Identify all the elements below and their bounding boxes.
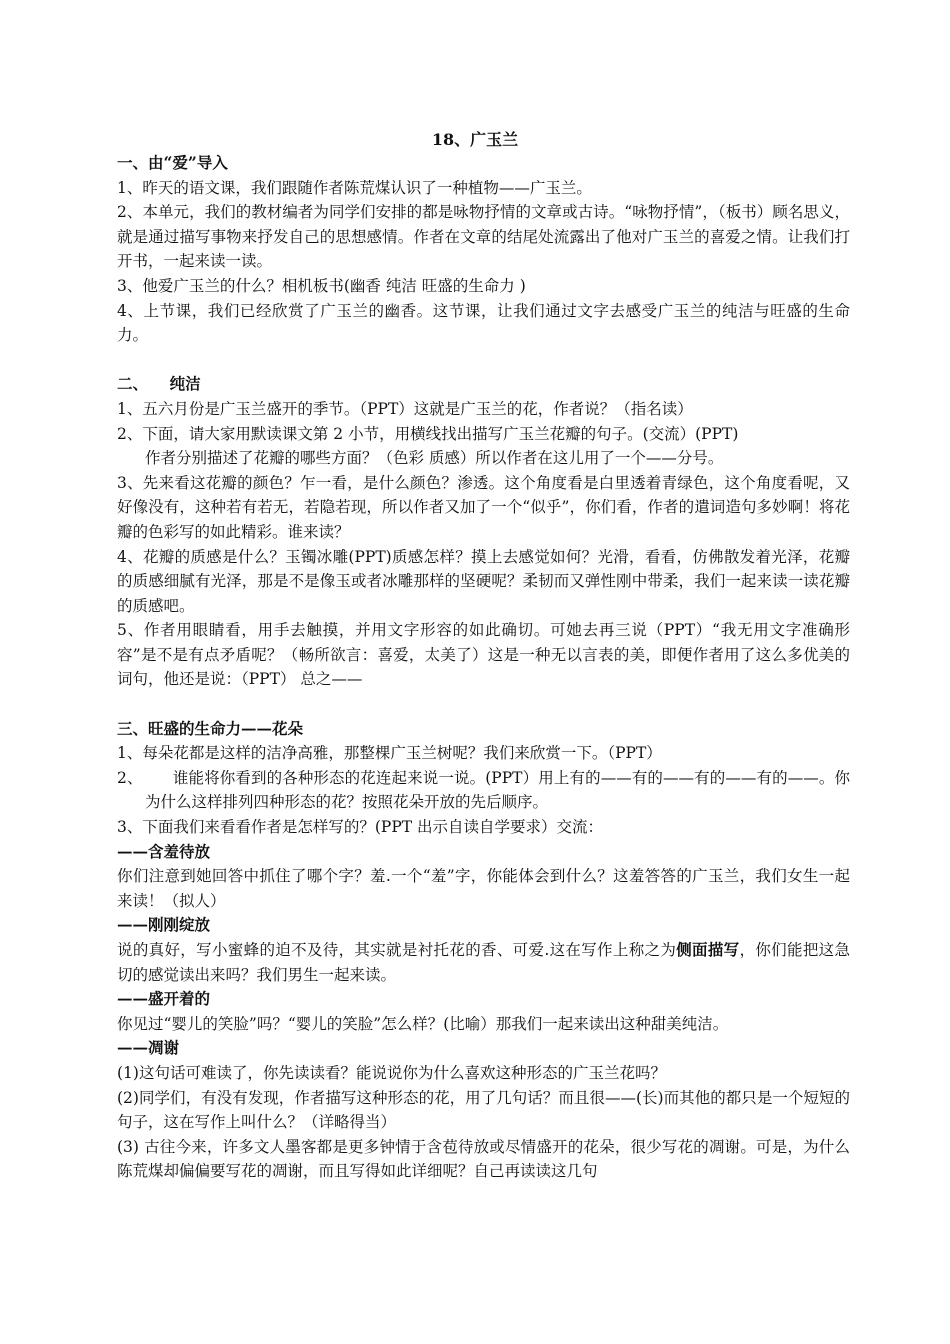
subheading: ——盛开着的	[117, 989, 211, 1009]
blank-line	[117, 692, 850, 717]
paragraph: 2、下面，请大家用默读课文第 2 小节，用横线找出描写广玉兰花瓣的句子。(交流）(PPT)	[117, 424, 739, 443]
paragraph: 1、昨天的语文课，我们跟随作者陈荒煤认识了一种植物——广玉兰。	[117, 178, 592, 197]
paragraph: 5、作者用眼睛看，用手去触摸，并用文字形容的如此确切。可她去再三说（PPT）“我无用文字准确形容”是不是有点矛盾呢？（畅所欲言：喜爱，太美了）这是一种无以言表的美，即便作者用了这么多优美的词句，他还是说：（PPT） 总之——	[117, 621, 850, 689]
section-1-heading: 一、由“爱”导入	[117, 153, 228, 172]
paragraph: 作者分别描述了花瓣的哪些方面？（色彩 质感）所以作者在这儿用了一个——分号。	[145, 449, 724, 468]
bold-term: 侧面描写	[676, 940, 740, 959]
section-3-heading: 三、旺盛的生命力——花朵	[117, 718, 304, 738]
paragraph: 你们注意到她回答中抓住了哪个字？羞.一个“羞”字，你能体会到什么？这羞答答的广玉兰，我们女生一起来读！（拟人）	[117, 867, 850, 910]
blank-line	[117, 348, 850, 373]
paragraph: 1、每朵花都是这样的洁净高雅，那整棵广玉兰树呢？我们来欣赏一下。（PPT）	[117, 744, 662, 763]
paragraph: 4、花瓣的质感是什么？玉镯冰雕(PPT)质感怎样？摸上去感觉如何？光滑，看看，仿佛散发着光泽，花瓣的质感细腻有光泽，那是不是像玉或者冰雕那样的坚硬呢？柔韧而又弹性刚中带柔，我们一起来读一读花瓣的质感吧。	[117, 547, 850, 615]
subheading: ——凋谢	[117, 1038, 180, 1058]
paragraph: 3、先来看这花瓣的颜色？乍一看，是什么颜色？渗透。这个角度看是白里透着青绿色，这个角度看呢，又好像没有，这种若有若无，若隐若现，所以作者又加了一个“似乎”，你们看，作者的遣词造句多妙啊！将花瓣的色彩写的如此精彩。谁来读？	[117, 473, 850, 541]
document-body	[117, 151, 850, 1184]
section-2-heading: 二、 纯洁	[117, 374, 201, 394]
subheading: ——刚刚绽放	[117, 915, 211, 935]
paragraph: 2、 谁能将你看到的各种形态的花连起来说一说。(PPT）用上有的——有的——有的——有的——。你为什么这样排列四种形态的花？按照花朵开放的先后顺序。	[117, 768, 850, 812]
paragraph: 4、上节课，我们已经欣赏了广玉兰的幽香。这节课，让我们通过文字去感受广玉兰的纯洁与旺盛的生命力。	[117, 301, 850, 345]
paragraph: 3、下面我们来看看作者是怎样写的？(PPT 出示自读自学要求）交流：	[117, 818, 604, 837]
paragraph: (1)这句话可难读了，你先读读看？能说说你为什么喜欢这种形态的广玉兰花吗？	[117, 1063, 666, 1082]
text-run: ，你们能把这急切的感觉读出来吗？我们男生一起来读。	[117, 941, 850, 984]
document-title: 18、广玉兰	[431, 130, 519, 149]
text-run: 说的真好，写小蜜蜂的迫不及待，其实就是衬托花的香、可爱.这在写作上称之为	[117, 941, 677, 959]
subheading: ——含羞待放	[117, 841, 211, 861]
paragraph: (2)同学们，有没有发现，作者描写这种形态的花，用了几句话？而且很——(长)而其他的都只是一个短短的句子，这在写作上叫什么？（详略得当）	[117, 1088, 850, 1132]
paragraph: 你见过“婴儿的笑脸”吗？“婴儿的笑脸”怎么样？(比喻）那我们一起来读出这种甜美纯洁。	[117, 1014, 729, 1033]
paragraph: 1、五六月份是广玉兰盛开的季节。（PPT）这就是广玉兰的花，作者说？（指名读）	[117, 399, 693, 418]
paragraph: 3、他爱广玉兰的什么？相机板书(幽香 纯洁 旺盛的生命力 )	[117, 276, 526, 295]
paragraph: 2、本单元，我们的教材编者为同学们安排的都是咏物抒情的文章或古诗。“咏物抒情”，（板书）顾名思义，就是通过描写事物来抒发自己的思想感情。作者在文章的结尾处流露出了他对广玉兰的喜爱之情。让我们打开书，一起来读一读。	[117, 203, 850, 271]
paragraph: (3) 古往今来，许多文人墨客都是更多钟情于含苞待放或尽情盛开的花朵，很少写花的凋谢。可是，为什么陈荒煤却偏偏要写花的凋谢，而且写得如此详细呢？自己再读读这几句	[117, 1137, 850, 1181]
paragraph	[117, 938, 850, 987]
